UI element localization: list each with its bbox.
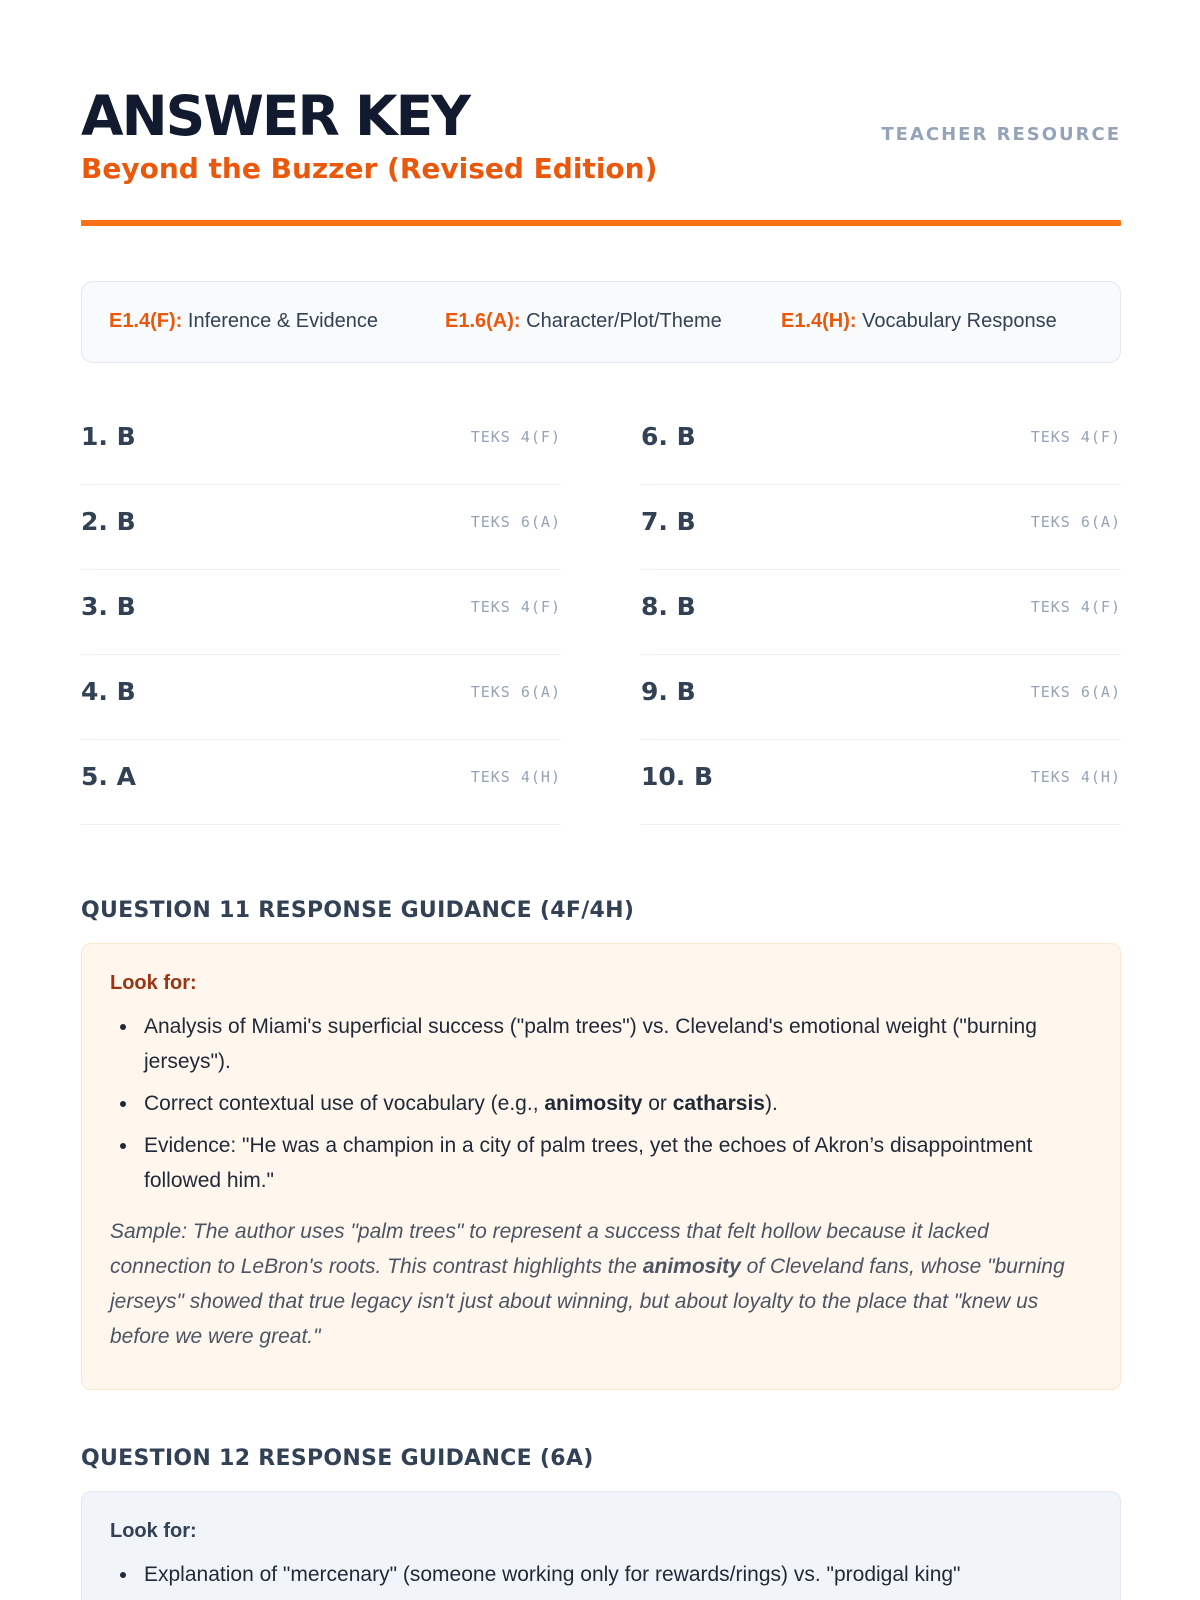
answer-column-right	[641, 400, 1121, 825]
teks-label: Vocabulary Response	[862, 310, 1057, 332]
criteria-item: Analysis of Miami's superficial success ("palm trees") vs. Cleveland's emotional weight ("burning jerseys").	[110, 1009, 1092, 1079]
answer-row	[81, 400, 561, 485]
answer-text: 2. B	[81, 507, 136, 536]
answer-text: 6. B	[641, 422, 696, 451]
answer-text: 1. B	[81, 422, 136, 451]
teks-label: Inference & Evidence	[187, 310, 379, 332]
criteria-item: Explanation of "mercenary" (someone working only for rewards/rings) vs. "prodigal king"	[110, 1557, 1092, 1592]
answer-text: 3. B	[81, 592, 136, 621]
teks-code: E1.6(A):	[445, 310, 521, 332]
teks-legend-item	[109, 310, 378, 333]
answer-teks-tag: TEKS 4(F)	[1030, 598, 1121, 616]
page-subtitle: Beyond the Buzzer (Revised Edition)	[81, 152, 658, 185]
vocab-term: animosity	[544, 1092, 643, 1115]
vocab-term: catharsis	[672, 1092, 765, 1115]
answer-teks-tag: TEKS 6(A)	[1030, 683, 1121, 701]
answer-text: 9. B	[641, 677, 696, 706]
q12-guidance-box	[81, 1491, 1121, 1600]
header	[81, 86, 1121, 226]
q11-sample-response	[110, 1214, 1092, 1354]
q11-criteria-list	[110, 1009, 1092, 1198]
vocab-term: animosity	[642, 1255, 741, 1278]
sample-text: Sample: The author uses "palm trees" to represent a success that felt hollow because it lacked connection to LeBron's roots. This contrast highlights the	[110, 1220, 989, 1278]
answer-row	[81, 655, 561, 740]
teks-legend	[81, 281, 1121, 363]
answer-teks-tag: TEKS 6(A)	[470, 683, 561, 701]
answer-text: 5. A	[81, 762, 136, 791]
q11-look-for-label: Look for:	[110, 972, 197, 994]
q12-criteria-list	[110, 1557, 1092, 1592]
teacher-resource-badge: TEACHER RESOURCE	[881, 124, 1121, 145]
criteria-item	[110, 1086, 1092, 1121]
page-title: ANSWER KEY	[81, 84, 469, 148]
answer-teks-tag: TEKS 6(A)	[1030, 513, 1121, 531]
criteria-text: or	[642, 1092, 673, 1115]
answer-row	[81, 485, 561, 570]
teks-code: E1.4(F):	[109, 310, 183, 332]
answer-text: 7. B	[641, 507, 696, 536]
teks-legend-item	[781, 310, 1057, 333]
answer-text: 4. B	[81, 677, 136, 706]
q11-guidance-box	[81, 943, 1121, 1390]
criteria-text: Correct contextual use of vocabulary (e.g.,	[144, 1092, 545, 1115]
sample-text: of Cleveland fans, whose "burning jerseys" showed that true legacy isn't just about winning, but about loyalty to the place that "knew us before we were great."	[110, 1255, 1065, 1348]
answer-row	[641, 570, 1121, 655]
q11-section-title: QUESTION 11 RESPONSE GUIDANCE (4F/4H)	[81, 898, 635, 923]
answer-teks-tag: TEKS 6(A)	[470, 513, 561, 531]
answer-teks-tag: TEKS 4(F)	[470, 428, 561, 446]
answer-row	[641, 655, 1121, 740]
answer-text: 8. B	[641, 592, 696, 621]
criteria-item: Evidence: "He was a champion in a city of palm trees, yet the echoes of Akron’s disappointment followed him."	[110, 1128, 1092, 1198]
criteria-text: ).	[764, 1092, 778, 1115]
q12-section-title: QUESTION 12 RESPONSE GUIDANCE (6A)	[81, 1446, 594, 1471]
teks-label: Character/Plot/Theme	[526, 310, 722, 332]
answer-text: 10. B	[641, 762, 714, 791]
answer-row	[641, 485, 1121, 570]
teks-code: E1.4(H):	[781, 310, 857, 332]
answer-row	[641, 740, 1121, 825]
answer-column-left	[81, 400, 561, 825]
header-divider	[81, 220, 1121, 226]
answer-row	[81, 740, 561, 825]
answer-teks-tag: TEKS 4(F)	[1030, 428, 1121, 446]
answer-row	[641, 400, 1121, 485]
answer-teks-tag: TEKS 4(F)	[470, 598, 561, 616]
answer-teks-tag: TEKS 4(H)	[470, 768, 561, 786]
answer-teks-tag: TEKS 4(H)	[1030, 768, 1121, 786]
answer-row	[81, 570, 561, 655]
q12-look-for-label: Look for:	[110, 1520, 197, 1542]
teks-legend-item	[445, 310, 722, 333]
